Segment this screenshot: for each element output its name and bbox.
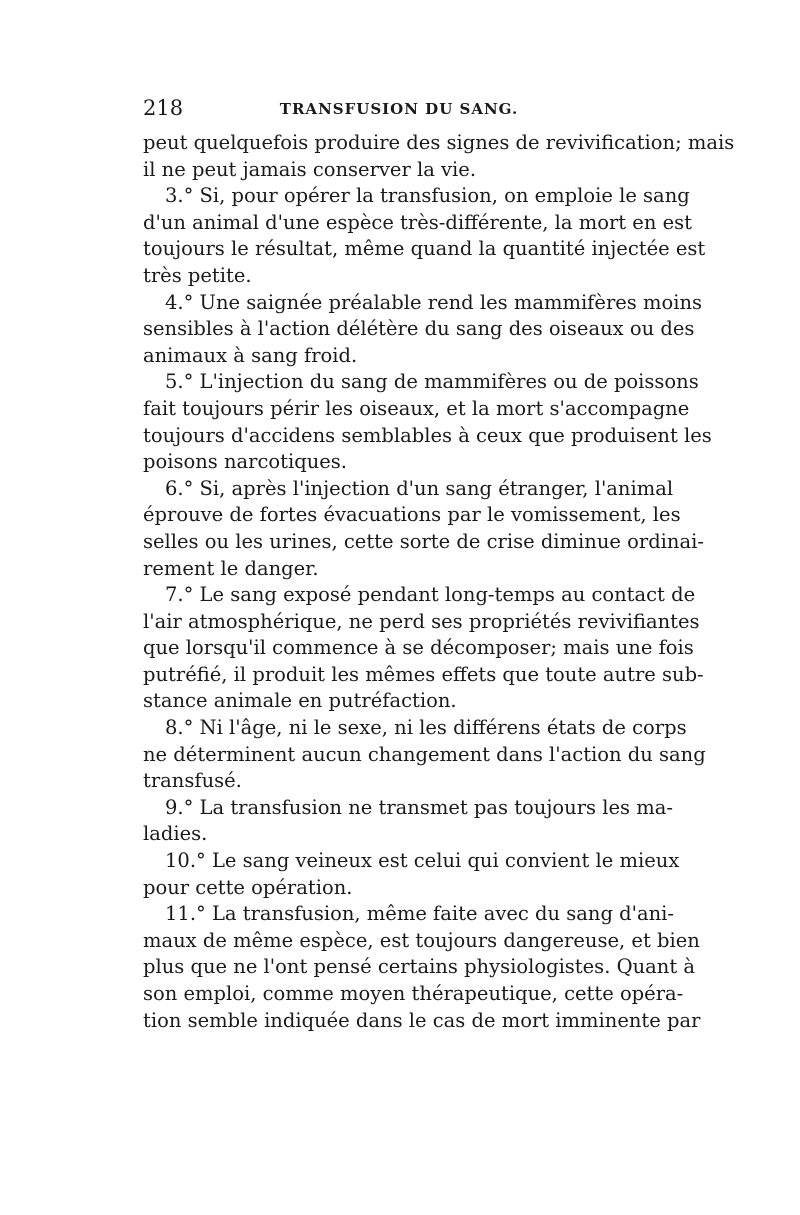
text-line: 10.° Le sang veineux est celui qui convient le mieux: [165, 849, 680, 873]
text-line: plus que ne l'ont pensé certains physiologistes. Quant à: [143, 955, 695, 979]
text-line: maux de même espèce, est toujours dangereuse, et bien: [143, 928, 700, 952]
text-line: toujours d'accidens semblables à ceux que produisent les: [143, 423, 712, 447]
text-line: pour cette opération.: [143, 875, 353, 899]
text-line: fait toujours périr les oiseaux, et la mort s'accompagne: [143, 396, 690, 420]
running-title: TRANSFUSION DU SANG.: [279, 100, 519, 118]
text-line: 5.° L'injection du sang de mammifères ou de poissons: [165, 370, 699, 394]
text-line: 9.° La transfusion ne transmet pas toujours les ma-: [165, 795, 673, 819]
text-line: il ne peut jamais conserver la vie.: [143, 157, 477, 181]
text-line: l'air atmosphérique, ne perd ses propriétés revivifiantes: [143, 609, 700, 633]
text-line: son emploi, comme moyen thérapeutique, cette opéra-: [143, 982, 684, 1005]
text-line: toujours le résultat, même quand la quantité injectée est: [143, 237, 706, 261]
text-line: tion semble indiquée dans le cas de mort imminente par: [143, 1008, 701, 1032]
body-text: [143, 130, 735, 1034]
text-line: éprouve de fortes évacuations par le vomissement, les: [143, 503, 681, 527]
text-line: ladies.: [143, 822, 208, 846]
text-line: ne déterminent aucun changement dans l'action du sang: [143, 742, 706, 766]
text-line: d'un animal d'une espèce très-différente, la mort en est: [143, 210, 692, 234]
text-line: sensibles à l'action délétère du sang des oiseaux ou des: [143, 317, 695, 341]
text-line: animaux à sang froid.: [143, 343, 358, 367]
page-header: [143, 96, 655, 126]
text-line: rement le danger.: [143, 556, 319, 580]
text-line: 8.° Ni l'âge, ni le sexe, ni les différens états de corps: [165, 716, 687, 740]
text-line: 11.° La transfusion, même faite avec du sang d'ani-: [165, 902, 674, 926]
text-line: très petite.: [143, 263, 252, 287]
text-line: transfusé.: [143, 769, 242, 793]
text-line: 4.° Une saignée préalable rend les mammifères moins: [165, 290, 703, 314]
page-number: 218: [143, 96, 184, 120]
text-line: peut quelquefois produire des signes de revivification; mais: [143, 131, 735, 154]
text-line: poisons narcotiques.: [143, 450, 347, 474]
text-line: putréfié, il produit les mêmes effets que toute autre sub-: [143, 662, 704, 686]
text-line: 6.° Si, après l'injection d'un sang étranger, l'animal: [165, 476, 674, 500]
text-line: 7.° Le sang exposé pendant long-temps au contact de: [165, 583, 696, 607]
text-line: stance animale en putréfaction.: [143, 689, 457, 713]
text-line: 3.° Si, pour opérer la transfusion, on emploie le sang: [165, 184, 690, 208]
text-line: que lorsqu'il commence à se décomposer; mais une fois: [143, 636, 694, 660]
text-line: selles ou les urines, cette sorte de crise diminue ordinai-: [143, 529, 704, 553]
